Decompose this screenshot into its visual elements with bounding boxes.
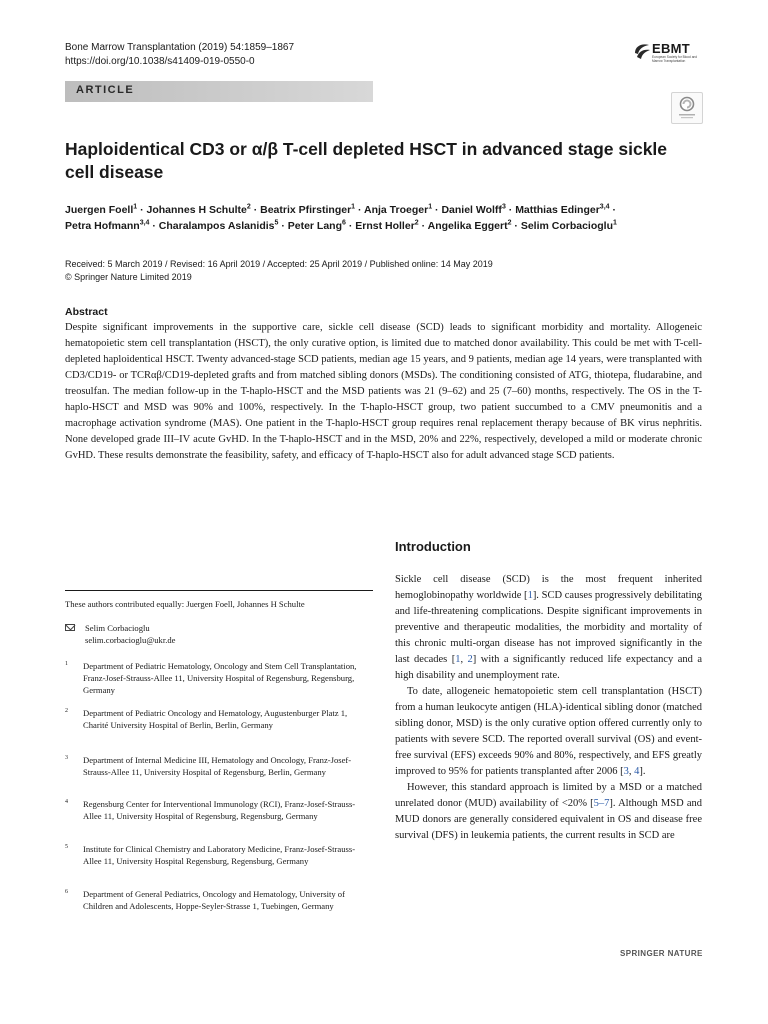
author-affiliation-mark: 1 <box>133 203 138 211</box>
envelope-icon <box>65 624 75 631</box>
check-for-updates-icon <box>672 93 702 123</box>
text-run: ]. Although MSD and MUD donors are generally considered equivalent in OS and disease free survival (DFS) in leukemia patients, the current results in SCD are <box>395 798 702 841</box>
author[interactable] <box>288 220 346 232</box>
affiliation-3 <box>65 754 375 794</box>
author-name: Johannes H Schulte <box>146 204 247 216</box>
corresponding-name: Selim Corbacioglu <box>85 623 150 633</box>
author-name: Juergen Foell <box>65 204 134 216</box>
author-name: Anja Troeger <box>364 204 429 216</box>
author[interactable] <box>65 204 137 216</box>
introduction-body <box>395 572 702 844</box>
affiliation-number: 3 <box>65 755 68 761</box>
ebmt-logo-text: EBMT <box>652 41 691 56</box>
author-affiliation-mark: 3,4 <box>139 219 150 227</box>
text-run: To date, allogeneic hematopoietic stem cell transplantation (HSCT) from a human leukocyte antigen (HLA)-identical sibling donor (matched sibling donor, MSD) is the only curative option offered currently only to patients with severe SCD. The reported overall survival (OS) and event-free survival (EFS) exceeds 90% and 80%, respectively, and EFS greatly improved to 95% for patients transplanted after 2006 [ <box>395 686 702 777</box>
citation-link[interactable]: 3 <box>623 766 629 777</box>
author[interactable] <box>364 204 432 216</box>
author-affiliation-mark: 2 <box>414 219 419 227</box>
corresponding-author <box>65 622 365 648</box>
author-name: Ernst Holler <box>355 220 415 232</box>
publication-dates <box>65 258 493 284</box>
text-run: Sickle cell disease (SCD) is the most frequent inherited hemoglobinopathy worldwide [ <box>395 574 702 601</box>
affiliation-text: Department of General Pediatrics, Oncology and Hematology, University of Children and Adolescents, Hoppe-Seyler-Strasse 1, Tuebingen, Germany <box>83 889 345 911</box>
affiliation-4 <box>65 798 375 838</box>
affiliation-text: Institute for Clinical Chemistry and Laboratory Medicine, Franz-Josef-Strauss-Allee 11, University Hospital Regensburg, Regensburg, Germany <box>83 844 356 866</box>
citation-link[interactable]: 1 <box>455 654 461 665</box>
author[interactable] <box>355 220 418 232</box>
author[interactable] <box>521 220 617 232</box>
affiliation-2 <box>65 707 375 747</box>
abstract-text: Despite significant improvements in the supportive care, sickle cell disease (SCD) leads to significant morbidity and mortality. Allogeneic hematopoietic stem cell transplantation (HSCT), the only curative option, is limited due to matched donor availability. This could be met with T-cell-depleted haploidentical HSCT. Twenty advanced-stage SCD patients, median age 15 years, and 9 patients, median age 14 years, were transplanted with CD3/CD19- or TCRαβ/CD19-depleted grafts and from matched sibling donors (MSDs). The conditioning consisted of ATG, thiotepa, fludarabine, and treosulfan. The median follow-up in the T-haplo-HSCT and the MSD patients was 21 (9–62) and 25 (7–60) months, respectively. The OS in the T-haplo-HSCT and MSD was 90% and 100%, respectively. In the T-haplo-HSCT group, two patient succumbed to a CMV pneumonitis and a macrophage activation syndrome (MAS). One patient in the T-haplo-HSCT group requires renal replacement therapy because of BK virus nephritis. None developed grade III–IV acute GvHD. In the T-haplo-HSCT and in the MSD, 20% and 22%, respectively, developed a mild or moderate chronic GvHD. These results demonstrate the feasibility, safety, and efficacy of T-haplo-HSCT also for adult advanced stage SCD patients. <box>65 322 702 461</box>
author-name: Petra Hofmann <box>65 220 140 232</box>
affiliation-1 <box>65 660 375 700</box>
affiliation-text: Department of Pediatric Hematology, Oncology and Stem Cell Transplantation, Franz-Josef-Strauss-Allee 11, University Hospital of Regensburg, Regensburg, Germany <box>83 661 357 695</box>
dates-line: Received: 5 March 2019 / Revised: 16 April 2019 / Accepted: 25 April 2019 / Published online: 14 May 2019 <box>65 259 493 269</box>
copyright-line: © Springer Nature Limited 2019 <box>65 272 192 282</box>
author-name: Matthias Edinger <box>515 204 600 216</box>
affiliation-text: Department of Internal Medicine III, Hematology and Oncology, Franz-Josef-Strauss-Allee 11, University Hospital of Regensburg, Berlin, Germany <box>83 755 352 777</box>
author-affiliation-mark: 3,4 <box>599 203 610 211</box>
affiliation-text: Department of Pediatric Oncology and Hematology, Augustenburger Platz 1, Charité University Hospital of Berlin, Berlin, Germany <box>83 708 348 730</box>
intro-paragraph-3 <box>395 780 702 844</box>
corresponding-email[interactable]: selim.corbacioglu@ukr.de <box>85 635 176 645</box>
author-affiliation-mark: 1 <box>428 203 433 211</box>
author[interactable] <box>515 204 609 216</box>
publisher-logo: SPRINGER NATURE <box>620 949 703 958</box>
author-affiliation-mark: 5 <box>274 219 279 227</box>
introduction-heading: Introduction <box>395 539 471 554</box>
citation-link[interactable]: 5–7 <box>593 798 610 809</box>
equal-contribution-note: These authors contributed equally: Juergen Foell, Johannes H Schulte <box>65 599 305 609</box>
text-run: ]. <box>639 766 646 777</box>
check-for-updates-badge[interactable] <box>671 92 703 124</box>
affiliation-number: 1 <box>65 661 68 667</box>
section-label: ARTICLE <box>76 84 135 96</box>
text-run: , <box>628 766 635 777</box>
affiliation-number: 2 <box>65 708 68 714</box>
affiliation-5 <box>65 843 375 883</box>
author-affiliation-mark: 6 <box>342 219 346 227</box>
intro-paragraph-2 <box>395 684 702 780</box>
author[interactable] <box>428 220 512 232</box>
ebmt-logo-subtext: European Society for Blood and Marrow Transplantation <box>652 55 698 63</box>
author[interactable] <box>65 220 149 232</box>
journal-citation <box>65 41 294 69</box>
author-name: Selim Corbacioglu <box>520 220 614 232</box>
affiliation-number: 5 <box>65 844 68 850</box>
text-run: , <box>460 654 468 665</box>
text-run: ] with a significantly reduced life expectancy and a high disability and unemployment rate. <box>395 654 702 681</box>
author-affiliation-mark: 1 <box>351 203 356 211</box>
author-affiliation-mark: 2 <box>246 203 251 211</box>
author-list: Juergen Foell$^1$ · Johannes H Schulte$^2$ · Beatrix Pfirstinger$^1$ · Anja Troeger$^1$ · Daniel Wolff$^3$ · Matthias Edinger$^{3,4}$ · Petra Hofmann$^{3,4}$ · Charalampos Aslanidis$^5$ · Peter Lang$^6$ · Ernst Holler$^2$ · Angelika Eggert$^2$ · Selim Corbacioglu$^1$ <box>65 203 617 232</box>
article-title: Haploidentical CD3 or α/β T-cell depleted HSCT in advanced stage sickle cell disease <box>65 139 668 182</box>
footnote-divider <box>65 590 373 591</box>
author-name: Peter Lang <box>287 220 343 232</box>
author[interactable] <box>147 204 251 216</box>
intro-paragraph-1 <box>395 572 702 684</box>
affiliation-6 <box>65 888 375 928</box>
affiliation-number: 6 <box>65 889 68 895</box>
citation-link[interactable]: 1 <box>527 590 533 601</box>
author-affiliation-mark: 1 <box>613 219 617 227</box>
author[interactable] <box>441 204 505 216</box>
affiliation-text: Regensburg Center for Interventional Immunology (RCI), Franz-Josef-Strauss-Allee 11, University Hospital of Regensburg, Regensburg, Germany <box>83 799 356 821</box>
citation-link[interactable]: 4 <box>634 766 640 777</box>
author-name: Daniel Wolff <box>441 204 502 216</box>
author-affiliation-mark: 3 <box>501 203 506 211</box>
author-name: Angelika Eggert <box>427 220 508 232</box>
abstract-heading: Abstract <box>65 306 108 318</box>
ebmt-logo <box>632 41 702 67</box>
author-name: Charalampos Aslanidis <box>158 220 275 232</box>
journal-line: Bone Marrow Transplantation (2019) 54:1859–1867 <box>65 42 295 53</box>
citation-link[interactable]: 2 <box>467 654 473 665</box>
author[interactable] <box>159 220 279 232</box>
text-run: However, this standard approach is limited by a MSD or a matched unrelated donor (MUD) availability of <20% [ <box>395 782 702 809</box>
text-run: ]. SCD causes progressively debilitating and life-threatening complications. Despite significant improvements in preventive and therapeutic modalities, the morbidity and mortality of this chronic multi-organ disease has not improved significantly in the last decades [ <box>395 590 702 665</box>
author-affiliation-mark: 2 <box>507 219 512 227</box>
author[interactable] <box>260 204 355 216</box>
doi-link[interactable]: https://doi.org/10.1038/s41409-019-0550-0 <box>65 56 255 67</box>
author-name: Beatrix Pfirstinger <box>260 204 352 216</box>
affiliation-number: 4 <box>65 799 68 805</box>
ebmt-emblem-icon <box>632 41 652 63</box>
